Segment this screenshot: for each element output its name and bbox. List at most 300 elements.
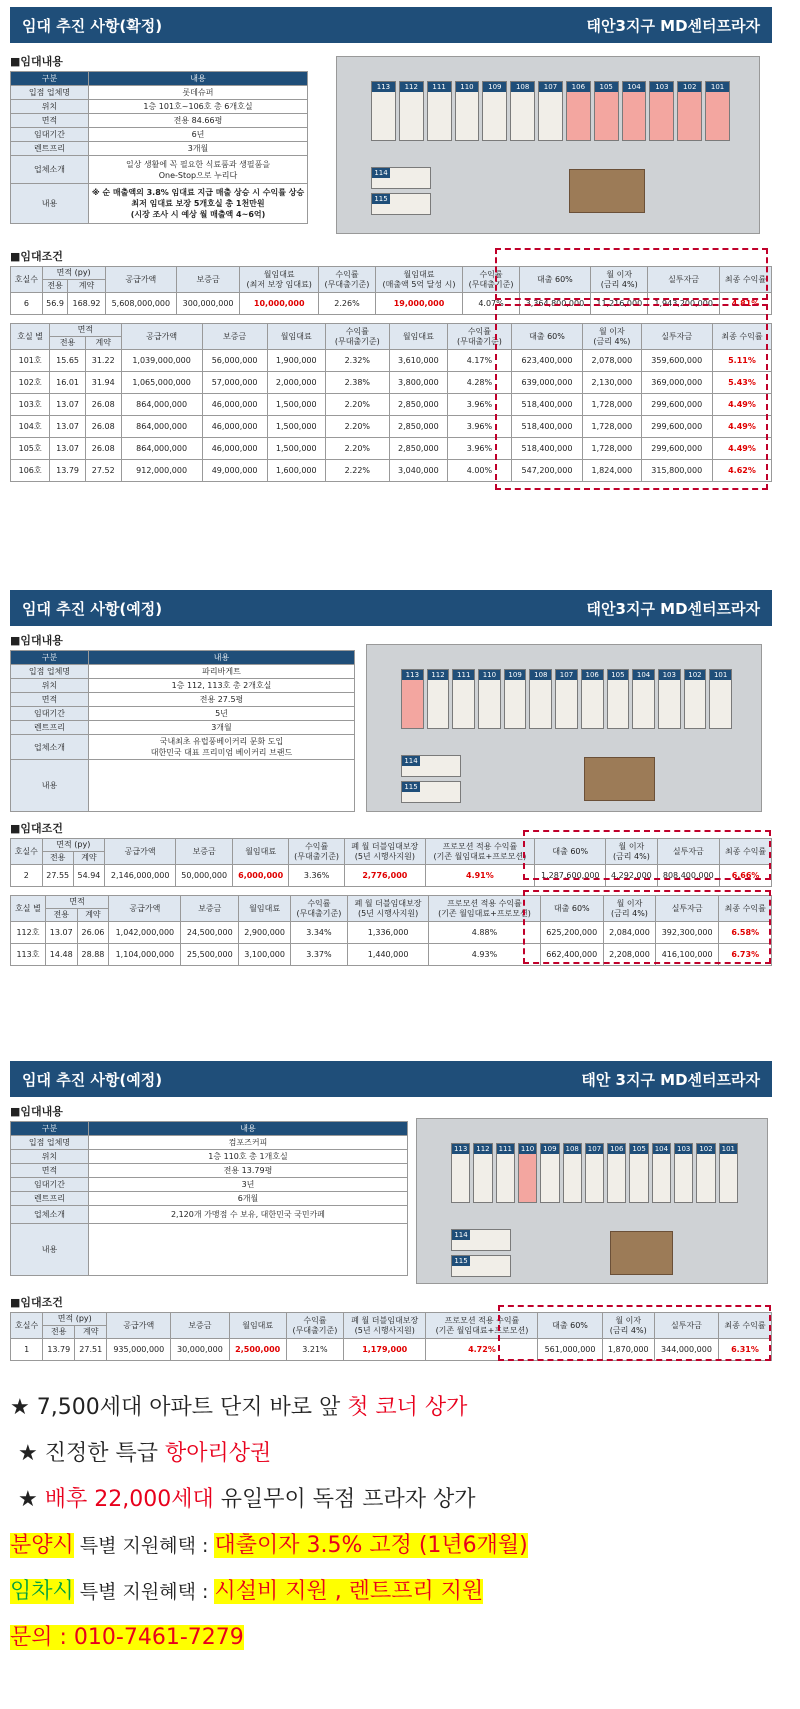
unit-108 [510, 81, 535, 141]
lease-content-heading: ■임대내용 [10, 1105, 63, 1118]
table-cell: 렌트프리 [11, 142, 89, 156]
table-cell: 3개월 [89, 142, 308, 156]
unit-115 [401, 781, 461, 803]
table-cell: 518,400,000 [511, 438, 582, 460]
table-cell: 렌트프리 [11, 721, 89, 735]
table-cell: 3.96% [448, 416, 512, 438]
benefit-text: 특별 지원혜택 : [73, 1535, 215, 1557]
table-row [11, 679, 355, 693]
unit-112 [399, 81, 424, 141]
table-cell: 13.07 [50, 438, 86, 460]
table-cell: 2,084,000 [604, 922, 656, 944]
header-cell: 호실수 [11, 839, 43, 865]
table-cell: 299,600,000 [641, 438, 712, 460]
table-cell: 1,179,000 [344, 1339, 426, 1361]
table-cell: 344,000,000 [654, 1339, 718, 1361]
header-cell: 전용 [45, 909, 77, 922]
header-cell: 보증금 [176, 839, 233, 865]
floor-plan [366, 644, 762, 812]
table-cell: 2 [11, 865, 43, 887]
floor-plan [416, 1118, 768, 1284]
table-cell: 임대기간 [11, 1178, 89, 1192]
header-cell: 수익률 (무대출기준) [463, 267, 519, 293]
unit-112 [473, 1143, 492, 1203]
table-cell: 1,287,600,000 [535, 865, 606, 887]
header-cell: 공급가액 [105, 839, 176, 865]
table-cell: 30,000,000 [171, 1339, 229, 1361]
section-header [10, 1061, 772, 1097]
unit-number: 110 [456, 82, 479, 92]
table-cell: 14.48 [45, 944, 77, 966]
table-cell: 3.37% [291, 944, 348, 966]
plaza-square [569, 169, 645, 213]
table-cell: 912,000,000 [121, 460, 202, 482]
table-header-row [11, 324, 772, 337]
lease-conditions [10, 814, 772, 966]
table-cell: 56,000,000 [202, 350, 267, 372]
table-row [11, 156, 308, 184]
unit-110 [455, 81, 480, 141]
header-cell: 실투자금 [657, 839, 720, 865]
table-cell: 업체소개 [11, 1206, 89, 1224]
table-cell: 렌트프리 [11, 1192, 89, 1206]
table-cell: 31.94 [85, 372, 121, 394]
header-cell: 계약 [85, 337, 121, 350]
unit-number: 113 [372, 82, 395, 92]
complex-name: 태안3지구 MD센터프라자 [586, 16, 760, 35]
table-cell: 2,850,000 [389, 438, 447, 460]
table-cell: 2,078,000 [583, 350, 641, 372]
table-cell: 6.66% [720, 865, 772, 887]
section-title: 임대 추진 사항(확정) [22, 16, 163, 35]
header-cell: 월임대료 [229, 1313, 286, 1339]
unit-113 [371, 81, 396, 141]
table-cell: 2.26% [319, 293, 375, 315]
summary-table [10, 838, 772, 887]
table-cell: 롯데슈퍼 [89, 86, 308, 100]
bullet-text: ★ [18, 1487, 45, 1512]
floor-plan [336, 56, 760, 234]
unit-number: 115 [372, 194, 390, 204]
header-cell: 폐 월 더블임대보장 (5년 시행사지원) [347, 896, 429, 922]
header-cell: 대출 60% [540, 896, 604, 922]
table-cell: 4.62% [712, 460, 771, 482]
table-cell: 168.92 [68, 293, 105, 315]
table-cell: 2,500,000 [229, 1339, 286, 1361]
table-cell: 4.93% [429, 944, 540, 966]
unit-107 [585, 1143, 604, 1203]
table-cell: 16.01 [50, 372, 86, 394]
lease-conditions-heading: ■임대조건 [10, 250, 63, 263]
table-cell: 4.81% [719, 293, 771, 315]
header-cell: 공급가액 [121, 324, 202, 350]
table-cell: 입점 업체명 [11, 665, 89, 679]
header-cell: 계약 [75, 1326, 107, 1339]
table-cell: 518,400,000 [511, 416, 582, 438]
summary-table [10, 266, 772, 315]
table-cell: 2,850,000 [389, 394, 447, 416]
table-cell: 1,065,000,000 [121, 372, 202, 394]
header-cell: 면적 [45, 896, 108, 909]
lease-info-table [10, 1121, 408, 1276]
table-cell: 2,120개 가맹점 수 보유, 대한민국 국민카페 [89, 1206, 408, 1224]
table-cell: 2,146,000,000 [105, 865, 176, 887]
table-cell: 국내최초 유럽풍베이커리 문화 도입 대한민국 대표 프리미엄 베이커리 브랜드 [89, 735, 355, 760]
lease-conditions-heading: ■임대조건 [10, 822, 63, 835]
benefit-label: 분양시 [10, 1533, 74, 1558]
header-cell: 실투자금 [654, 1313, 718, 1339]
table-row [11, 416, 772, 438]
table-header-row [11, 896, 772, 909]
unit-108 [529, 669, 552, 729]
table-cell: 13.07 [50, 394, 86, 416]
table-cell: 49,000,000 [202, 460, 267, 482]
unit-number: 107 [587, 1145, 602, 1153]
header-cell: 월 이자 (금리 4%) [604, 896, 656, 922]
header-cell: 대출 60% [519, 267, 591, 293]
unit-number: 114 [402, 756, 420, 766]
table-cell: 10,000,000 [240, 293, 319, 315]
table-cell: 808,400,000 [657, 865, 720, 887]
unit-number: 115 [452, 1256, 470, 1266]
plaza-square [584, 757, 655, 801]
unit-101 [709, 669, 732, 729]
table-row [11, 460, 772, 482]
unit-number: 109 [483, 82, 506, 92]
header-cell: 월임대료 [239, 896, 291, 922]
table-header-row [11, 1122, 408, 1136]
table-cell: 면적 [11, 114, 89, 128]
table-cell: 27.51 [75, 1339, 107, 1361]
table-cell: 2.22% [325, 460, 389, 482]
table-row [11, 693, 355, 707]
table-cell: 면적 [11, 693, 89, 707]
table-cell: 24,500,000 [181, 922, 239, 944]
table-cell: 내용 [11, 184, 89, 224]
table-header-row [11, 72, 308, 86]
table-cell: 6,000,000 [233, 865, 289, 887]
section-header [10, 590, 772, 626]
table-row [11, 293, 772, 315]
unit-113 [451, 1143, 470, 1203]
table-cell: 전용 13.79평 [89, 1164, 408, 1178]
table-row [11, 865, 772, 887]
table-cell: 2.20% [325, 394, 389, 416]
header-cell: 내용 [89, 72, 308, 86]
header-cell: 대출 60% [535, 839, 606, 865]
table-cell: 입점 업체명 [11, 86, 89, 100]
benefit-label: 임차시 [10, 1579, 74, 1604]
unit-107 [555, 669, 578, 729]
table-row [11, 100, 308, 114]
unit-115 [451, 1255, 511, 1277]
table-cell: 6.58% [719, 922, 772, 944]
table-cell: 4.17% [448, 350, 512, 372]
header-cell: 실투자금 [641, 324, 712, 350]
table-cell: ※ 순 매출액의 3.8% 임대료 지급 매출 상승 시 수익률 상승 최저 임대료 보장 5개호실 총 1천만원 (시장 조사 시 예상 월 매출액 4~6억) [89, 184, 308, 224]
unit-112 [427, 669, 450, 729]
header-cell: 호실수 [11, 1313, 43, 1339]
table-cell: 31.22 [85, 350, 121, 372]
benefit-value: 대출이자 3.5% 고정 (1년6개월) [214, 1533, 528, 1558]
header-cell: 수익률 (무대출기준) [286, 1313, 343, 1339]
header-cell: 보증금 [177, 267, 240, 293]
table-cell: 623,400,000 [511, 350, 582, 372]
unit-number: 107 [539, 82, 562, 92]
table-cell: 3.34% [291, 922, 348, 944]
table-cell: 2.32% [325, 350, 389, 372]
header-cell: 전용 [50, 337, 86, 350]
unit-109 [482, 81, 507, 141]
unit-table [10, 323, 772, 482]
header-cell: 호실 별 [11, 896, 46, 922]
unit-number: 103 [650, 82, 673, 92]
unit-105 [594, 81, 619, 141]
table-cell: 1층 112, 113호 총 2개호실 [89, 679, 355, 693]
table-cell: 2,208,000 [604, 944, 656, 966]
section-header [10, 7, 772, 43]
header-cell: 수익률 (무대출기준) [319, 267, 375, 293]
table-cell: 3,364,800,000 [519, 293, 591, 315]
table-row [11, 721, 355, 735]
table-cell: 1,500,000 [267, 438, 325, 460]
lease-conditions [10, 242, 772, 482]
unit-number: 101 [721, 1145, 736, 1153]
table-cell: 46,000,000 [202, 416, 267, 438]
unit-number: 102 [685, 670, 706, 680]
table-cell: 315,800,000 [641, 460, 712, 482]
table-row [11, 760, 355, 812]
table-cell: 1,500,000 [267, 416, 325, 438]
table-cell: 3.96% [448, 394, 512, 416]
unit-114 [451, 1229, 511, 1251]
unit-111 [452, 669, 475, 729]
unit-106 [607, 1143, 626, 1203]
table-header-row [11, 651, 355, 665]
header-cell: 월임대료 [389, 324, 447, 350]
table-row [11, 394, 772, 416]
table-cell: 106호 [11, 460, 50, 482]
unit-number: 107 [556, 670, 577, 680]
table-row [11, 665, 355, 679]
header-cell: 대출 60% [511, 324, 582, 350]
table-cell: 103호 [11, 394, 50, 416]
table-cell: 3.21% [286, 1339, 343, 1361]
header-cell: 공급가액 [105, 267, 177, 293]
table-cell: 4.00% [448, 460, 512, 482]
table-cell: 56.9 [42, 293, 68, 315]
table-row [11, 1206, 408, 1224]
header-cell: 계약 [77, 909, 109, 922]
table-row [11, 350, 772, 372]
plaza-square [610, 1231, 673, 1275]
table-cell: 5,608,000,000 [105, 293, 177, 315]
unit-number: 106 [582, 670, 603, 680]
unit-number: 106 [567, 82, 590, 92]
table-cell: 2.38% [325, 372, 389, 394]
table-cell: 4.49% [712, 416, 771, 438]
table-cell: 입점 업체명 [11, 1136, 89, 1150]
table-cell: 112호 [11, 922, 46, 944]
unit-106 [581, 669, 604, 729]
header-cell: 최종 수익률 [719, 267, 771, 293]
table-cell: 내용 [11, 1224, 89, 1276]
unit-number: 108 [511, 82, 534, 92]
unit-number: 112 [428, 670, 449, 680]
table-cell: 6개월 [89, 1192, 408, 1206]
bullet-1 [10, 1385, 790, 1431]
table-row [11, 1224, 408, 1276]
table-cell: 300,000,000 [177, 293, 240, 315]
table-cell: 위치 [11, 100, 89, 114]
header-cell: 공급가액 [107, 1313, 171, 1339]
table-cell: 6 [11, 293, 43, 315]
table-cell: 935,000,000 [107, 1339, 171, 1361]
table-cell: 639,000,000 [511, 372, 582, 394]
table-cell: 임대기간 [11, 707, 89, 721]
table-cell: 1층 101호~106호 총 6개호실 [89, 100, 308, 114]
header-cell: 월 이자 (금리 4%) [602, 1313, 654, 1339]
table-cell: 369,000,000 [641, 372, 712, 394]
table-cell: 4.72% [426, 1339, 538, 1361]
benefit-value: 시설비 지원 , 렌트프리 지원 [214, 1579, 484, 1604]
bullet-text: 유일무이 독점 프라자 상가 [213, 1487, 476, 1512]
table-cell: 46,000,000 [202, 394, 267, 416]
table-cell: 3,100,000 [239, 944, 291, 966]
header-cell: 최종 수익률 [719, 1313, 772, 1339]
table-row [11, 86, 308, 100]
table-cell: 일상 생활에 꼭 필요한 식료품과 생필품을 One-Stop으로 누리다 [89, 156, 308, 184]
table-cell: 1층 110호 총 1개호실 [89, 1150, 408, 1164]
unit-103 [674, 1143, 693, 1203]
unit-111 [496, 1143, 515, 1203]
unit-101 [705, 81, 730, 141]
unit-number: 101 [710, 670, 731, 680]
table-cell: 1,900,000 [267, 350, 325, 372]
table-cell: 26.06 [77, 922, 109, 944]
bullet-text: ★ 진정한 특급 [18, 1441, 165, 1466]
benefit-text: 특별 지원혜택 : [73, 1581, 215, 1603]
unit-103 [649, 81, 674, 141]
lease-conditions [10, 1288, 772, 1361]
header-cell: 월임대료 [233, 839, 289, 865]
table-cell: 13.79 [50, 460, 86, 482]
table-cell: 26.08 [85, 438, 121, 460]
unit-108 [563, 1143, 582, 1203]
contact [10, 1615, 790, 1661]
table-cell: 임대기간 [11, 128, 89, 142]
table-row [11, 128, 308, 142]
header-cell: 실투자금 [655, 896, 719, 922]
unit-number: 112 [400, 82, 423, 92]
header-cell: 계약 [68, 280, 105, 293]
table-cell: 3.96% [448, 438, 512, 460]
table-cell: 파리바게트 [89, 665, 355, 679]
header-cell: 월임대료 [267, 324, 325, 350]
table-cell: 625,200,000 [540, 922, 604, 944]
table-row [11, 707, 355, 721]
table-cell: 면적 [11, 1164, 89, 1178]
table-row [11, 1178, 408, 1192]
unit-104 [632, 669, 655, 729]
table-cell: 1 [11, 1339, 43, 1361]
table-cell: 컴포즈커피 [89, 1136, 408, 1150]
table-cell: 518,400,000 [511, 394, 582, 416]
table-cell: 3개월 [89, 721, 355, 735]
table-cell: 1,728,000 [583, 416, 641, 438]
unit-104 [652, 1143, 671, 1203]
unit-number: 102 [699, 1145, 713, 1153]
table-cell: 1,943,200,000 [648, 293, 720, 315]
unit-number: 111 [428, 82, 451, 92]
unit-107 [538, 81, 563, 141]
table-cell: 2,130,000 [583, 372, 641, 394]
header-cell: 면적 [50, 324, 121, 337]
table-row [11, 922, 772, 944]
unit-number: 115 [402, 782, 420, 792]
header-cell: 월 이자 (금리 4%) [583, 324, 641, 350]
table-cell: 299,600,000 [641, 394, 712, 416]
table-cell: 102호 [11, 372, 50, 394]
table-cell: 4.88% [429, 922, 540, 944]
unit-number: 103 [659, 670, 680, 680]
table-header-row [11, 839, 772, 852]
table-header-row [11, 267, 772, 280]
table-cell: 6.31% [719, 1339, 772, 1361]
table-cell: 101호 [11, 350, 50, 372]
unit-number: 105 [595, 82, 618, 92]
unit-103 [658, 669, 681, 729]
unit-114 [401, 755, 461, 777]
table-cell: 6년 [89, 128, 308, 142]
table-cell: 1,728,000 [583, 438, 641, 460]
header-cell: 폐 월 더블임대보장 (5년 시행사지원) [345, 839, 426, 865]
header-cell: 계약 [73, 852, 104, 865]
table-cell: 864,000,000 [121, 438, 202, 460]
header-cell: 면적 (py) [42, 267, 105, 280]
table-cell: 13.07 [50, 416, 86, 438]
table-cell: 4.28% [448, 372, 512, 394]
header-cell: 구분 [11, 1122, 89, 1136]
header-cell: 월임대료 (매출액 5억 달성 시) [375, 267, 463, 293]
sale-benefit [10, 1523, 790, 1569]
table-row [11, 184, 308, 224]
unit-number: 113 [453, 1145, 468, 1153]
table-cell: 1,104,000,000 [109, 944, 181, 966]
table-cell: 1,042,000,000 [109, 922, 181, 944]
unit-number: 109 [543, 1145, 557, 1153]
contact-phone[interactable]: 문의 : 010-7461-7279 [10, 1625, 244, 1650]
unit-number: 106 [610, 1145, 624, 1153]
table-cell: 1,440,000 [347, 944, 429, 966]
lease-info-table [10, 71, 308, 224]
table-cell: 57,000,000 [202, 372, 267, 394]
header-cell: 전용 [42, 852, 73, 865]
unit-105 [629, 1143, 648, 1203]
header-cell: 월임대료 (최저 보장 임대료) [240, 267, 319, 293]
header-cell: 호실 별 [11, 324, 50, 350]
table-row [11, 114, 308, 128]
header-cell: 프로모션 적용 수익률 (기존 월임대료+프로모션) [429, 896, 540, 922]
unit-number: 109 [505, 670, 526, 680]
lease-info-table [10, 650, 355, 812]
table-cell: 2,900,000 [239, 922, 291, 944]
table-cell: 1,824,000 [583, 460, 641, 482]
table-cell: 46,000,000 [202, 438, 267, 460]
unit-number: 104 [623, 82, 646, 92]
table-cell: 5.11% [712, 350, 771, 372]
table-cell: 26.08 [85, 416, 121, 438]
